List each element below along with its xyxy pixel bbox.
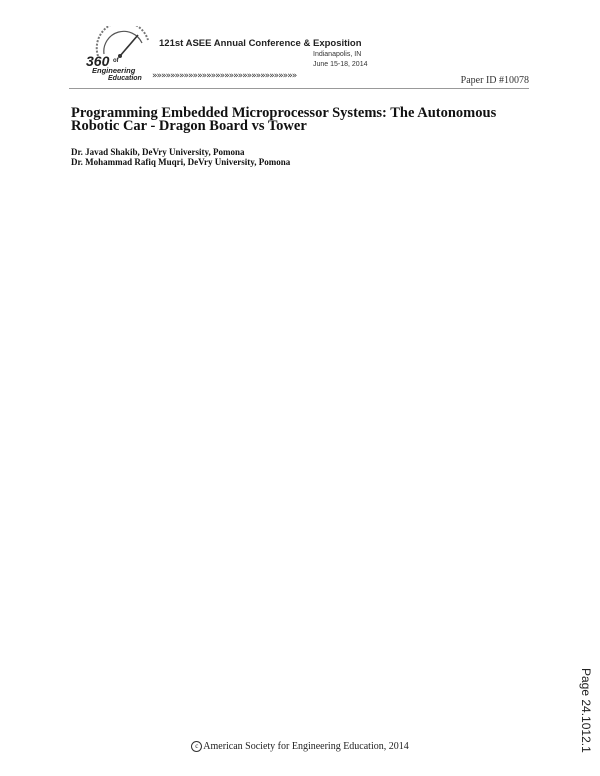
chevron-decoration: »»»»»»»»»»»»»»»»»»»»»»»»»»»»»»»»	[152, 71, 297, 81]
svg-text:of: of	[113, 58, 119, 64]
page-number: Page 24.1012.1	[579, 668, 593, 753]
copyright-icon: c	[191, 741, 202, 752]
author-1: Dr. Javad Shakib, DeVry University, Pomona	[71, 147, 245, 157]
copyright-text: American Society for Engineering Education, 2014	[203, 741, 409, 752]
svg-text:Education: Education	[108, 75, 142, 82]
paper-title: Programming Embedded Microprocessor Systems: The Autonomous Robotic Car - Dragon Board vs Tower	[71, 105, 497, 134]
copyright-footer	[0, 741, 600, 752]
svg-text:Engineering: Engineering	[92, 66, 136, 75]
header-divider	[69, 88, 529, 89]
svg-text:360: 360	[86, 53, 110, 69]
conference-city: Indianapolis, IN	[313, 51, 362, 58]
paper-id: Paper ID #10078	[460, 75, 529, 86]
conference-title: 121st ASEE Annual Conference & Exposition	[159, 38, 362, 49]
author-2: Dr. Mohammad Rafiq Muqri, DeVry University, Pomona	[71, 157, 291, 167]
conference-date: June 15-18, 2014	[313, 61, 368, 68]
